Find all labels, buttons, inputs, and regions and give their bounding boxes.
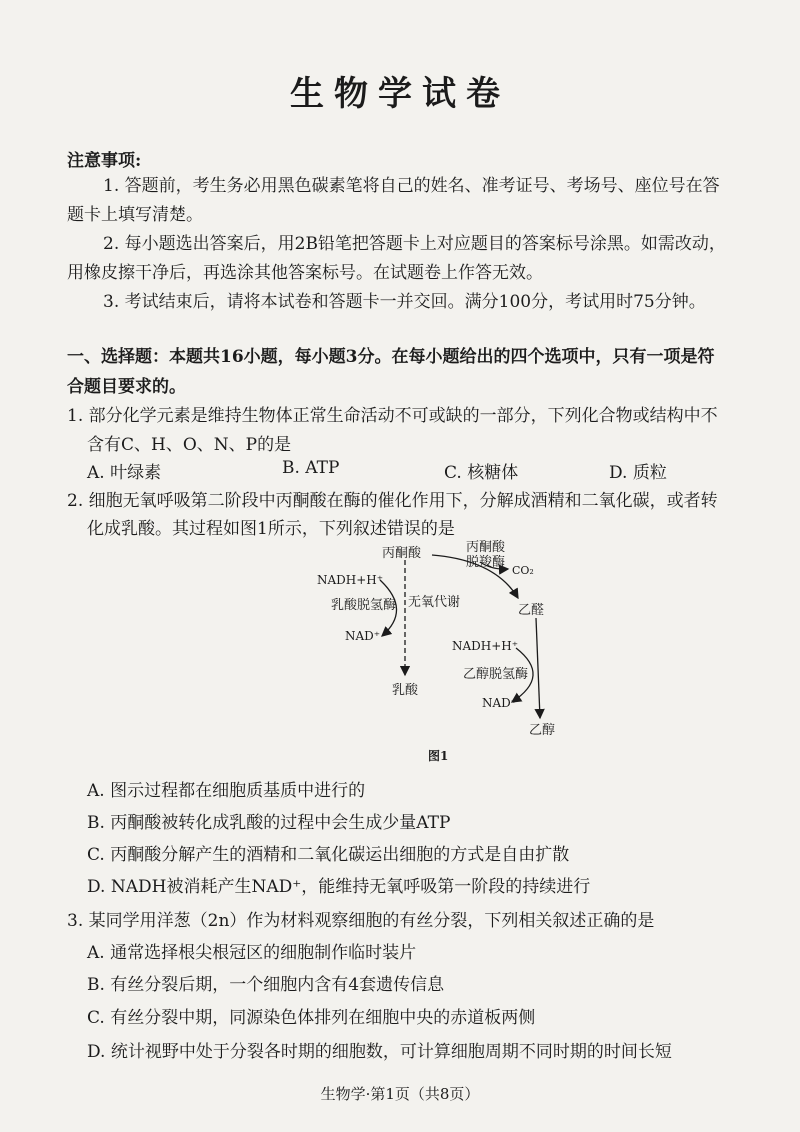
acetaldehyde-to-ethanol-arrow xyxy=(536,618,540,718)
notice-heading: 注意事项: xyxy=(67,151,142,171)
q3-option-d: D. 统计视野中处于分裂各时期的细胞数，可计算细胞周期不同时期的时间长短 xyxy=(87,1042,672,1062)
label-pyruvate: 丙酮酸 xyxy=(382,546,422,561)
q2-option-d: D. NADH被消耗产生NAD⁺，能维持无氧呼吸第一阶段的持续进行 xyxy=(87,877,591,897)
q2-option-c: C. 丙酮酸分解产生的酒精和二氧化碳运出细胞的方式是自由扩散 xyxy=(87,845,570,865)
label-decarboxylase-1: 丙酮酸 xyxy=(466,540,506,555)
q1-option-c: C. 核糖体 xyxy=(444,463,519,483)
label-nadh-right: NADH+H⁺ xyxy=(452,639,519,653)
q2-stem-line-1: 2. 细胞无氧呼吸第二阶段中丙酮酸在酶的催化作用下，分解成酒精和二氧化碳，或者转 xyxy=(67,491,718,511)
label-acetaldehyde: 乙醛 xyxy=(518,603,545,618)
q3-option-c: C. 有丝分裂中期，同源染色体排列在细胞中央的赤道板两侧 xyxy=(87,1008,536,1028)
notice-item-1-line-2: 题卡上填写清楚。 xyxy=(67,205,203,225)
q2-option-b: B. 丙酮酸被转化成乳酸的过程中会生成少量ATP xyxy=(87,813,451,833)
label-nad-left: NAD⁺ xyxy=(345,629,381,643)
q1-option-a: A. 叶绿素 xyxy=(87,463,162,483)
label-adh: 乙醇脱氢酶 xyxy=(463,667,529,682)
q1-option-b: B. ATP xyxy=(282,458,340,478)
q3-stem: 3. 某同学用洋葱（2n）作为材料观察细胞的有丝分裂，下列相关叙述正确的是 xyxy=(67,911,655,931)
label-ethanol: 乙醇 xyxy=(529,723,556,738)
q3-option-a: A. 通常选择根尖根冠区的细胞制作临时装片 xyxy=(87,943,417,963)
notice-item-1-line-1: 1. 答题前，考生务必用黑色碳素笔将自己的姓名、准考证号、考场号、座位号在答 xyxy=(103,176,720,196)
label-ldh: 乳酸脱氢酶 xyxy=(331,598,397,613)
q1-stem-line-2: 含有C、H、O、N、P的是 xyxy=(87,435,292,455)
q2-stem-line-2: 化成乳酸。其过程如图1所示，下列叙述错误的是 xyxy=(87,519,455,539)
section-heading-line-1: 一、选择题：本题共16小题，每小题3分。在每小题给出的四个选项中，只有一项是符 xyxy=(67,347,715,367)
q2-option-a: A. 图示过程都在细胞质基质中进行的 xyxy=(87,781,366,801)
label-nadh-left: NADH+H⁺ xyxy=(317,573,384,587)
notice-item-2-line-1: 2. 每小题选出答案后，用2B铅笔把答题卡上对应题目的答案标号涂黑。如需改动， xyxy=(103,234,726,254)
page-title: 生物学试卷 xyxy=(290,74,510,114)
q1-stem-line-1: 1. 部分化学元素是维持生物体正常生命活动不可或缺的一部分，下列化合物或结构中不 xyxy=(67,406,718,426)
label-nad-right: NAD⁺ xyxy=(482,696,518,710)
label-lactate: 乳酸 xyxy=(392,683,419,698)
label-anaerobic: 无氧代谢 xyxy=(408,595,461,610)
q3-option-b: B. 有丝分裂后期，一个细胞内含有4套遗传信息 xyxy=(87,975,445,995)
notice-item-3: 3. 考试结束后，请将本试卷和答题卡一并交回。满分100分，考试用时75分钟。 xyxy=(103,292,706,312)
label-co2: CO₂ xyxy=(512,564,534,577)
section-heading-line-2: 合题目要求的。 xyxy=(67,377,186,397)
notice-item-2-line-2: 用橡皮擦干净后，再选涂其他答案标号。在试题卷上作答无效。 xyxy=(67,263,543,283)
figure-caption: 图1 xyxy=(428,749,449,763)
q1-option-d: D. 质粒 xyxy=(609,463,667,483)
page-footer: 生物学·第1页（共8页） xyxy=(320,1085,480,1103)
label-decarboxylase-2: 脱羧酶 xyxy=(466,555,506,570)
